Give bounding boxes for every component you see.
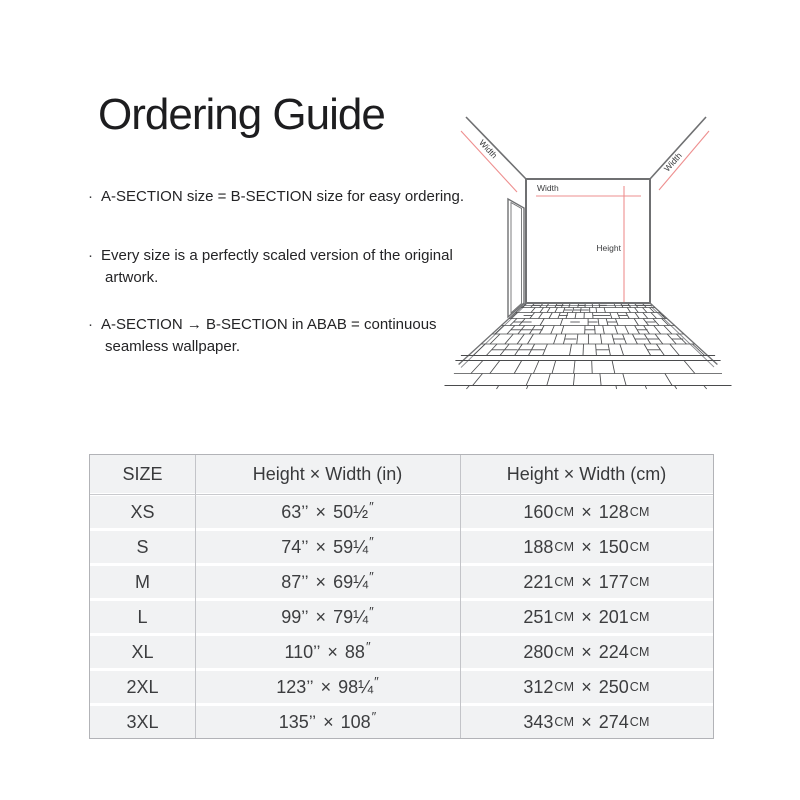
cell-size: 2XL <box>90 671 195 703</box>
column-divider <box>195 455 196 738</box>
bullet-line: Every size is a perfectly scaled version of the original <box>101 247 453 264</box>
table-row-2xl <box>90 671 713 703</box>
inch-mark: ’’ <box>301 572 309 591</box>
cell-inches: 63 ’’ × 50½ ″ <box>195 496 460 528</box>
inch-mark: ″ <box>369 603 374 619</box>
header-cell-cm: Height × Width (cm) <box>460 455 713 493</box>
inch-mark: ″ <box>369 533 374 549</box>
times-sign: × <box>581 536 592 557</box>
cell-cm: 280 CM × 224 CM <box>460 636 713 668</box>
cell-cm: 312 CM × 250 CM <box>460 671 713 703</box>
cell-inches: 87 ’’ × 69¼ ″ <box>195 566 460 598</box>
cell-cm: 221 CM × 177 CM <box>460 566 713 598</box>
cell-cm: 188 CM × 150 CM <box>460 531 713 563</box>
times-sign: × <box>315 536 327 557</box>
cm-unit: CM <box>629 715 650 729</box>
room-illustration <box>435 100 755 400</box>
bullet-dot: · <box>88 188 93 205</box>
back-wall <box>526 179 650 303</box>
cell-inches: 99 ’’ × 79¼ ″ <box>195 601 460 633</box>
cm-unit: CM <box>629 680 650 694</box>
bullet-dot: · <box>88 316 93 333</box>
cell-size: XS <box>90 496 195 528</box>
size-table <box>89 454 714 739</box>
times-sign: × <box>581 606 592 627</box>
cell-size: 3XL <box>90 706 195 738</box>
cm-unit: CM <box>629 540 650 554</box>
cell-cm: 343 CM × 274 CM <box>460 706 713 738</box>
inch-mark: ’’ <box>306 677 314 696</box>
width-label-right: Width <box>661 150 684 174</box>
page-title: Ordering Guide <box>98 90 385 139</box>
inch-mark: ’’ <box>301 607 309 626</box>
cell-size: L <box>90 601 195 633</box>
cell-size: M <box>90 566 195 598</box>
inch-mark: ’’ <box>308 712 317 731</box>
times-sign: × <box>581 711 592 732</box>
height-label: Height <box>596 243 621 253</box>
bullet-line: artwork. <box>105 269 159 286</box>
times-sign: × <box>327 641 338 662</box>
times-sign: × <box>323 711 334 732</box>
cm-unit: CM <box>554 575 575 589</box>
column-divider <box>460 455 461 738</box>
header-divider <box>90 494 713 495</box>
cm-unit: CM <box>629 610 650 624</box>
cm-unit: CM <box>554 715 575 729</box>
cm-unit: CM <box>629 645 650 659</box>
bullet-item-seamless <box>88 314 437 358</box>
times-sign: × <box>581 641 592 662</box>
times-sign: × <box>320 676 332 697</box>
table-row-s <box>90 531 713 563</box>
inch-mark: ’’ <box>313 642 321 661</box>
inch-mark: ″ <box>371 708 377 724</box>
inch-mark: ″ <box>369 568 374 584</box>
bullet-dot: · <box>88 247 93 264</box>
cm-unit: CM <box>554 610 575 624</box>
cell-inches: 123 ’’ × 98¼ ″ <box>195 671 460 703</box>
baseboard-lines <box>461 306 714 368</box>
width-label-back: Width <box>537 183 559 193</box>
cm-unit: CM <box>554 680 575 694</box>
times-sign: × <box>581 501 592 522</box>
table-row-xl <box>90 636 713 668</box>
table-row-3xl <box>90 706 713 738</box>
header-cell-inches: Height × Width (in) <box>195 455 460 493</box>
times-sign: × <box>581 571 592 592</box>
cell-size: XL <box>90 636 195 668</box>
inch-mark: ″ <box>374 673 379 689</box>
table-row-l <box>90 601 713 633</box>
cm-unit: CM <box>629 505 650 519</box>
width-label-left: Width <box>477 137 500 161</box>
table-row-m <box>90 566 713 598</box>
cell-size: S <box>90 531 195 563</box>
cell-inches: 135 ’’ × 108 ″ <box>195 706 460 738</box>
times-sign: × <box>315 501 327 522</box>
bullet-line: A-SECTION size = B-SECTION size for easy ordering. <box>101 188 465 205</box>
header-cell-size: SIZE <box>90 455 195 493</box>
bullet-item-scaled <box>88 245 453 289</box>
inch-mark: ’’ <box>301 502 309 521</box>
inch-mark: ’’ <box>301 537 309 556</box>
cm-unit: CM <box>554 505 575 519</box>
cell-cm: 160 CM × 128 CM <box>460 496 713 528</box>
table-row-xs <box>90 496 713 528</box>
times-sign: × <box>315 606 327 627</box>
inch-mark: ″ <box>365 638 371 654</box>
cm-unit: CM <box>554 540 575 554</box>
table-header-row <box>90 455 713 493</box>
inch-mark: ″ <box>369 498 374 514</box>
times-sign: × <box>315 571 327 592</box>
bullet-item-ordering <box>88 186 464 208</box>
bullet-line: seamless wallpaper. <box>105 338 241 355</box>
cell-inches: 110 ’’ × 88 ″ <box>195 636 460 668</box>
cm-unit: CM <box>629 575 650 589</box>
cell-inches: 74 ’’ × 59¼ ″ <box>195 531 460 563</box>
times-sign: × <box>581 676 592 697</box>
floor-tiles <box>445 303 732 389</box>
cm-unit: CM <box>554 645 575 659</box>
bullet-line: A-SECTION → B-SECTION in ABAB = continuous <box>101 316 437 333</box>
cell-cm: 251 CM × 201 CM <box>460 601 713 633</box>
